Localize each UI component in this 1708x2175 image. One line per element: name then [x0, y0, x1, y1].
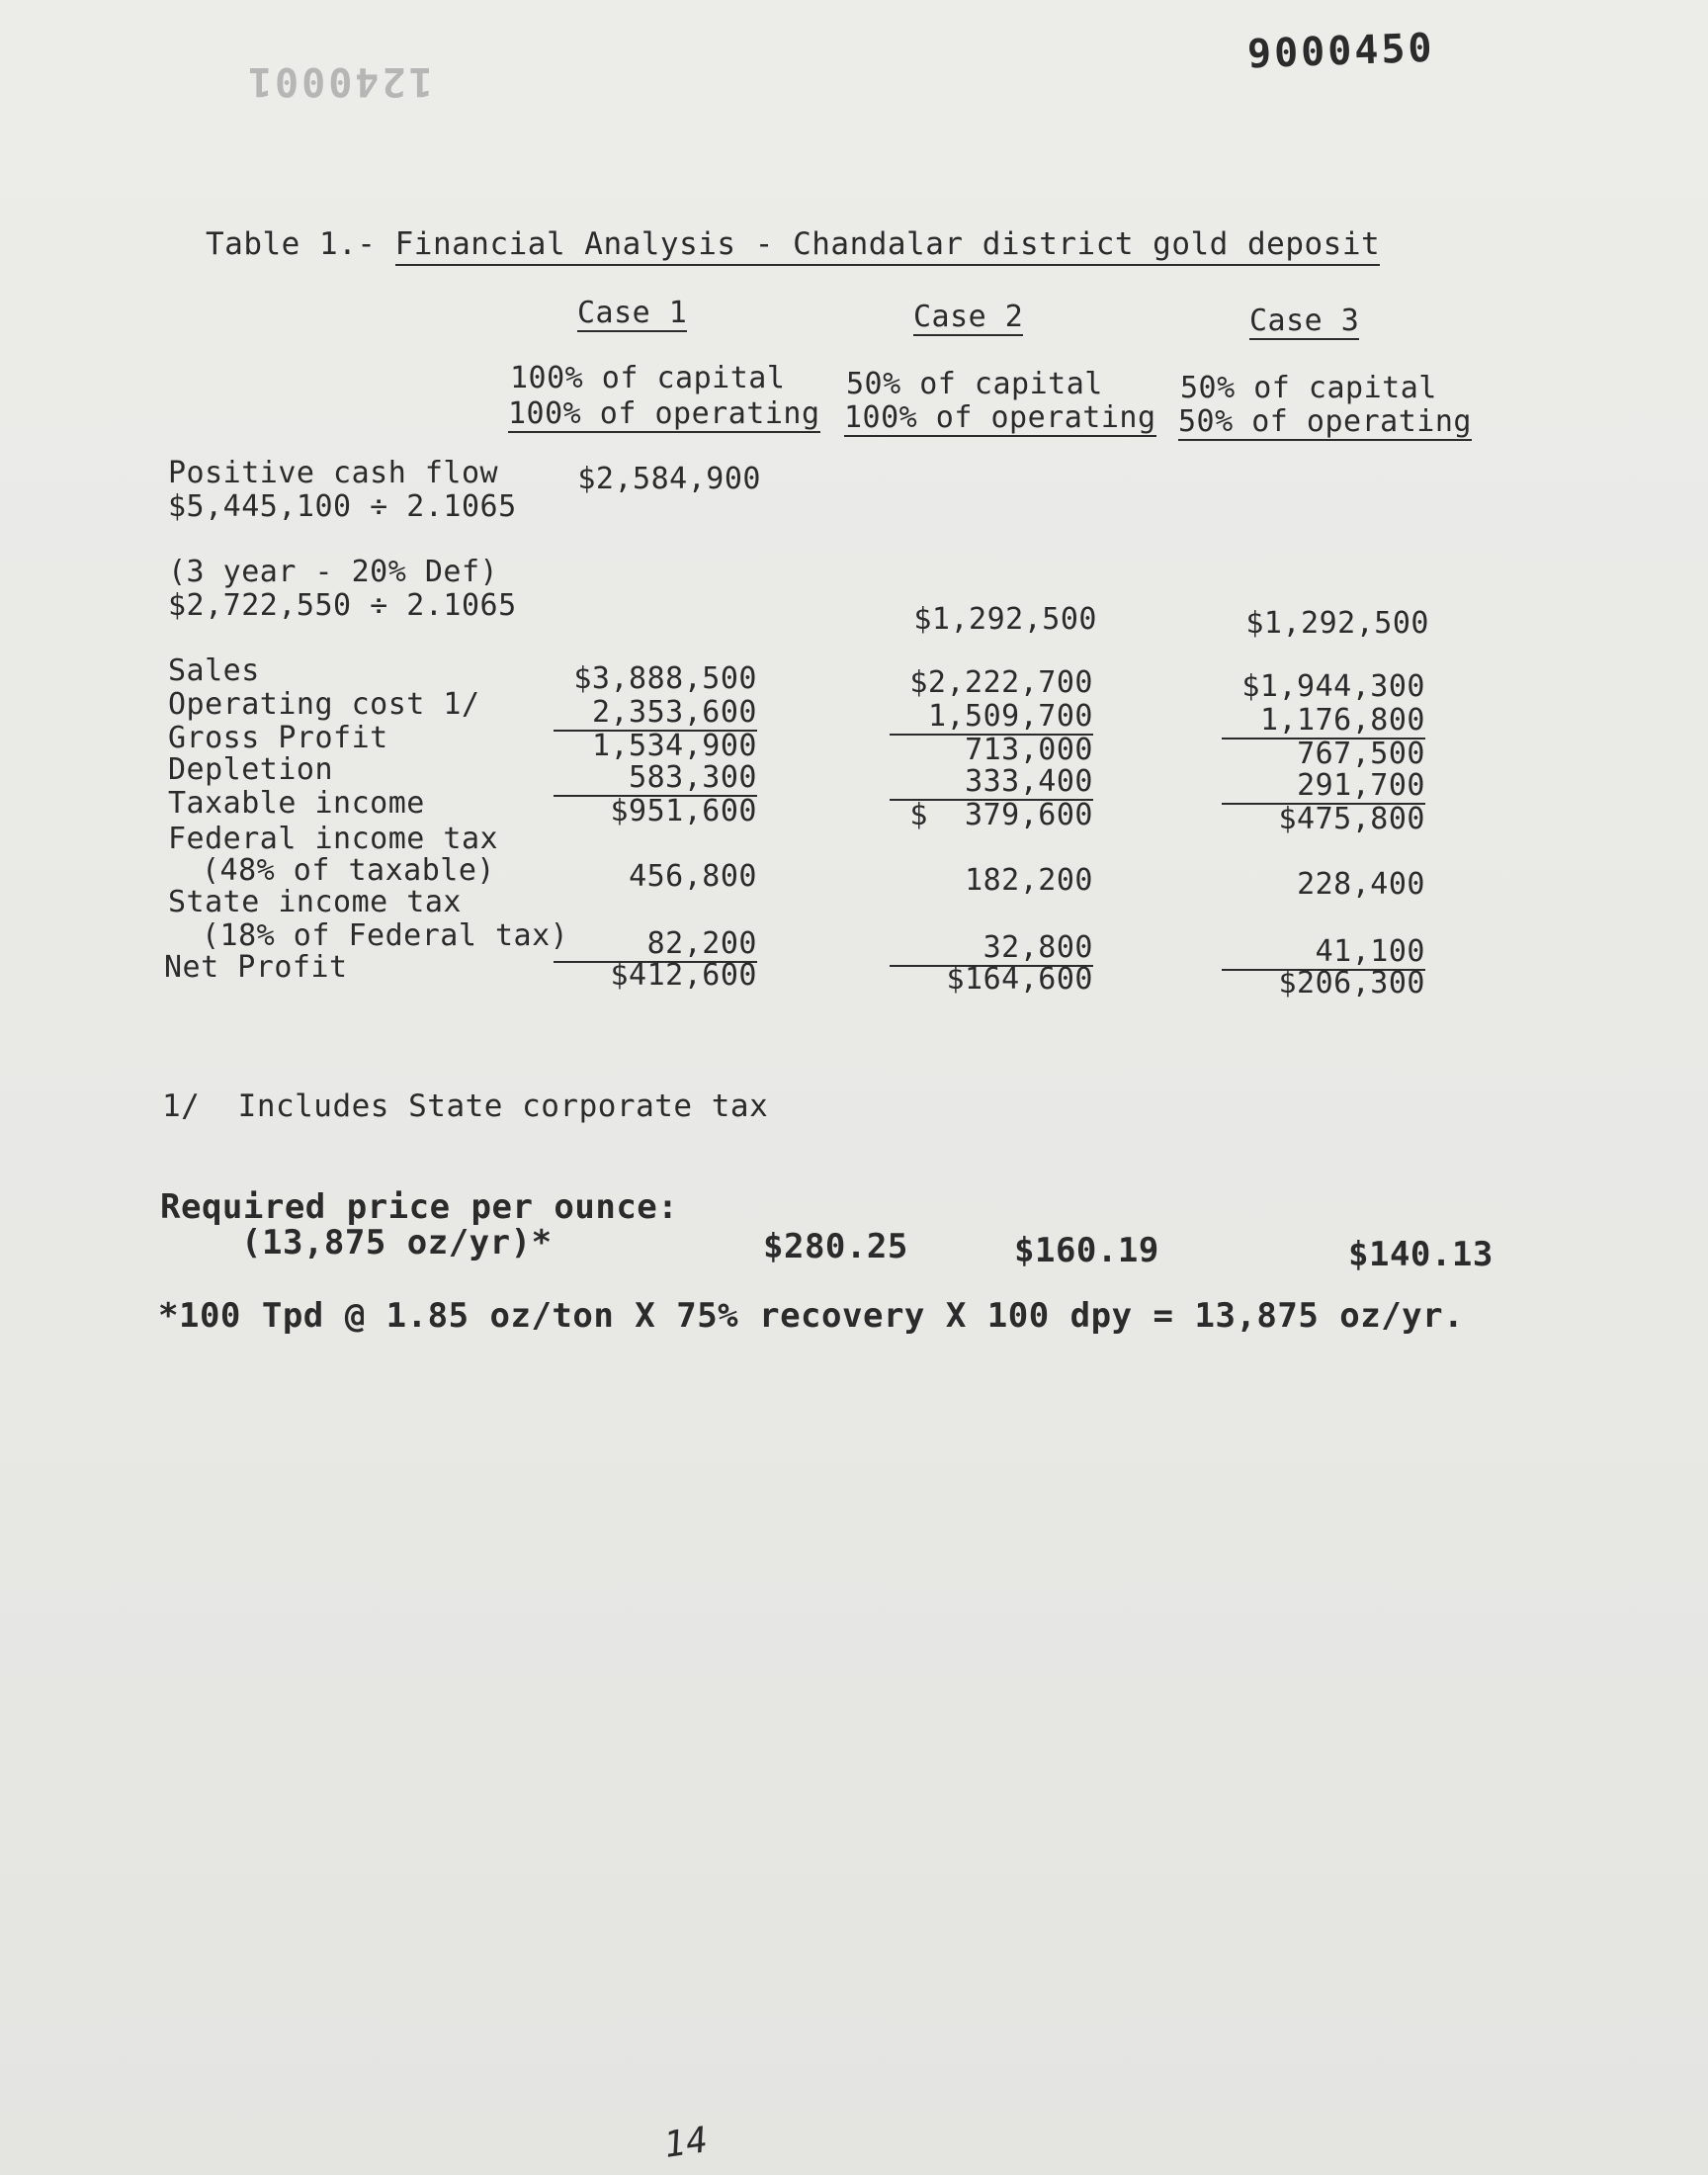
- required-price-case-1: $280.25: [763, 1227, 908, 1266]
- asterisk-note: *100 Tpd @ 1.85 oz/ton X 75% recovery X 100 dpy = 13,875 oz/yr.: [158, 1296, 1465, 1336]
- case-2-net-profit: $164,600: [946, 962, 1093, 997]
- required-price-case-2: $160.19: [1014, 1231, 1159, 1270]
- case-2-header: Case 2: [913, 300, 1024, 334]
- case-2-taxable-income: $ 379,600: [909, 798, 1093, 832]
- case-3-state-tax: 41,100: [1222, 937, 1425, 971]
- case-3-sales: $1,944,300: [1241, 669, 1425, 704]
- case-3-header: Case 3: [1249, 304, 1360, 338]
- case-1-net-profit: $412,600: [610, 958, 757, 993]
- case-1-operating-cost: 2,353,600: [554, 698, 757, 732]
- case-2-gross-profit: 713,000: [965, 733, 1093, 767]
- row-label-depletion: Depletion: [168, 752, 334, 787]
- case-1-taxable-income: $951,600: [610, 794, 757, 828]
- case-1-gross-profit: 1,534,900: [591, 729, 757, 763]
- faded-stamp: 1240001: [245, 58, 433, 104]
- page-number-stamp: 9000450: [1246, 25, 1436, 78]
- cash-flow-formula-2: $2,722,550 ÷ 2.1065: [168, 588, 517, 623]
- bottom-page-mark: 14: [661, 2120, 711, 2166]
- case-1-capital: 100% of capital: [510, 361, 786, 395]
- cash-flow-case-1: $2,584,900: [577, 462, 761, 496]
- row-label-operating-cost: Operating cost 1/: [168, 687, 480, 722]
- case-2-capital: 50% of capital: [846, 367, 1103, 401]
- case-3-federal-tax: 228,400: [1297, 867, 1425, 902]
- row-label-state-tax-note: (18% of Federal tax): [202, 918, 569, 953]
- case-3-depletion: 291,700: [1222, 771, 1425, 805]
- case-1-header: Case 1: [577, 296, 688, 330]
- case-2-operating: 100% of operating: [844, 400, 1156, 435]
- case-3-taxable-income: $475,800: [1278, 802, 1425, 836]
- case-3-operating: 50% of operating: [1178, 404, 1472, 439]
- cash-flow-case-3: $1,292,500: [1245, 606, 1429, 641]
- case-3-capital: 50% of capital: [1180, 371, 1437, 405]
- required-price-case-3: $140.13: [1348, 1235, 1494, 1274]
- case-2-federal-tax: 182,200: [965, 863, 1093, 898]
- case-3-net-profit: $206,300: [1278, 966, 1425, 1000]
- footnote: 1/ Includes State corporate tax: [162, 1088, 769, 1124]
- case-1-state-tax: 82,200: [554, 929, 757, 963]
- cash-flow-label: Positive cash flow: [168, 456, 499, 490]
- case-2-state-tax: 32,800: [890, 933, 1093, 967]
- row-label-gross-profit: Gross Profit: [168, 721, 388, 755]
- table-title: [206, 226, 1381, 262]
- row-label-state-tax: State income tax: [168, 885, 462, 919]
- title-main: Financial Analysis - Chandalar district gold deposit: [395, 226, 1381, 266]
- case-1-operating: 100% of operating: [508, 396, 820, 431]
- case-3-operating-cost: 1,176,800: [1222, 706, 1425, 740]
- cash-flow-deferral-label: (3 year - 20% Def): [168, 555, 499, 589]
- row-label-federal-tax-note: (48% of taxable): [202, 853, 495, 888]
- title-prefix: Table 1.-: [206, 226, 395, 262]
- row-label-taxable-income: Taxable income: [168, 786, 425, 821]
- cash-flow-formula-1: $5,445,100 ÷ 2.1065: [168, 489, 517, 524]
- case-2-operating-cost: 1,509,700: [890, 702, 1093, 736]
- row-label-federal-tax: Federal income tax: [168, 822, 499, 856]
- case-1-sales: $3,888,500: [573, 661, 757, 696]
- case-1-depletion: 583,300: [554, 763, 757, 797]
- case-2-sales: $2,222,700: [909, 665, 1093, 700]
- row-label-sales: Sales: [168, 653, 260, 688]
- required-price-label: Required price per ounce:: [160, 1187, 679, 1227]
- required-price-basis: (13,875 oz/yr)*: [241, 1223, 553, 1262]
- case-2-depletion: 333,400: [890, 767, 1093, 801]
- case-3-gross-profit: 767,500: [1297, 737, 1425, 771]
- cash-flow-case-2: $1,292,500: [913, 602, 1097, 637]
- row-label-net-profit: Net Profit: [164, 950, 348, 985]
- case-1-federal-tax: 456,800: [629, 859, 757, 894]
